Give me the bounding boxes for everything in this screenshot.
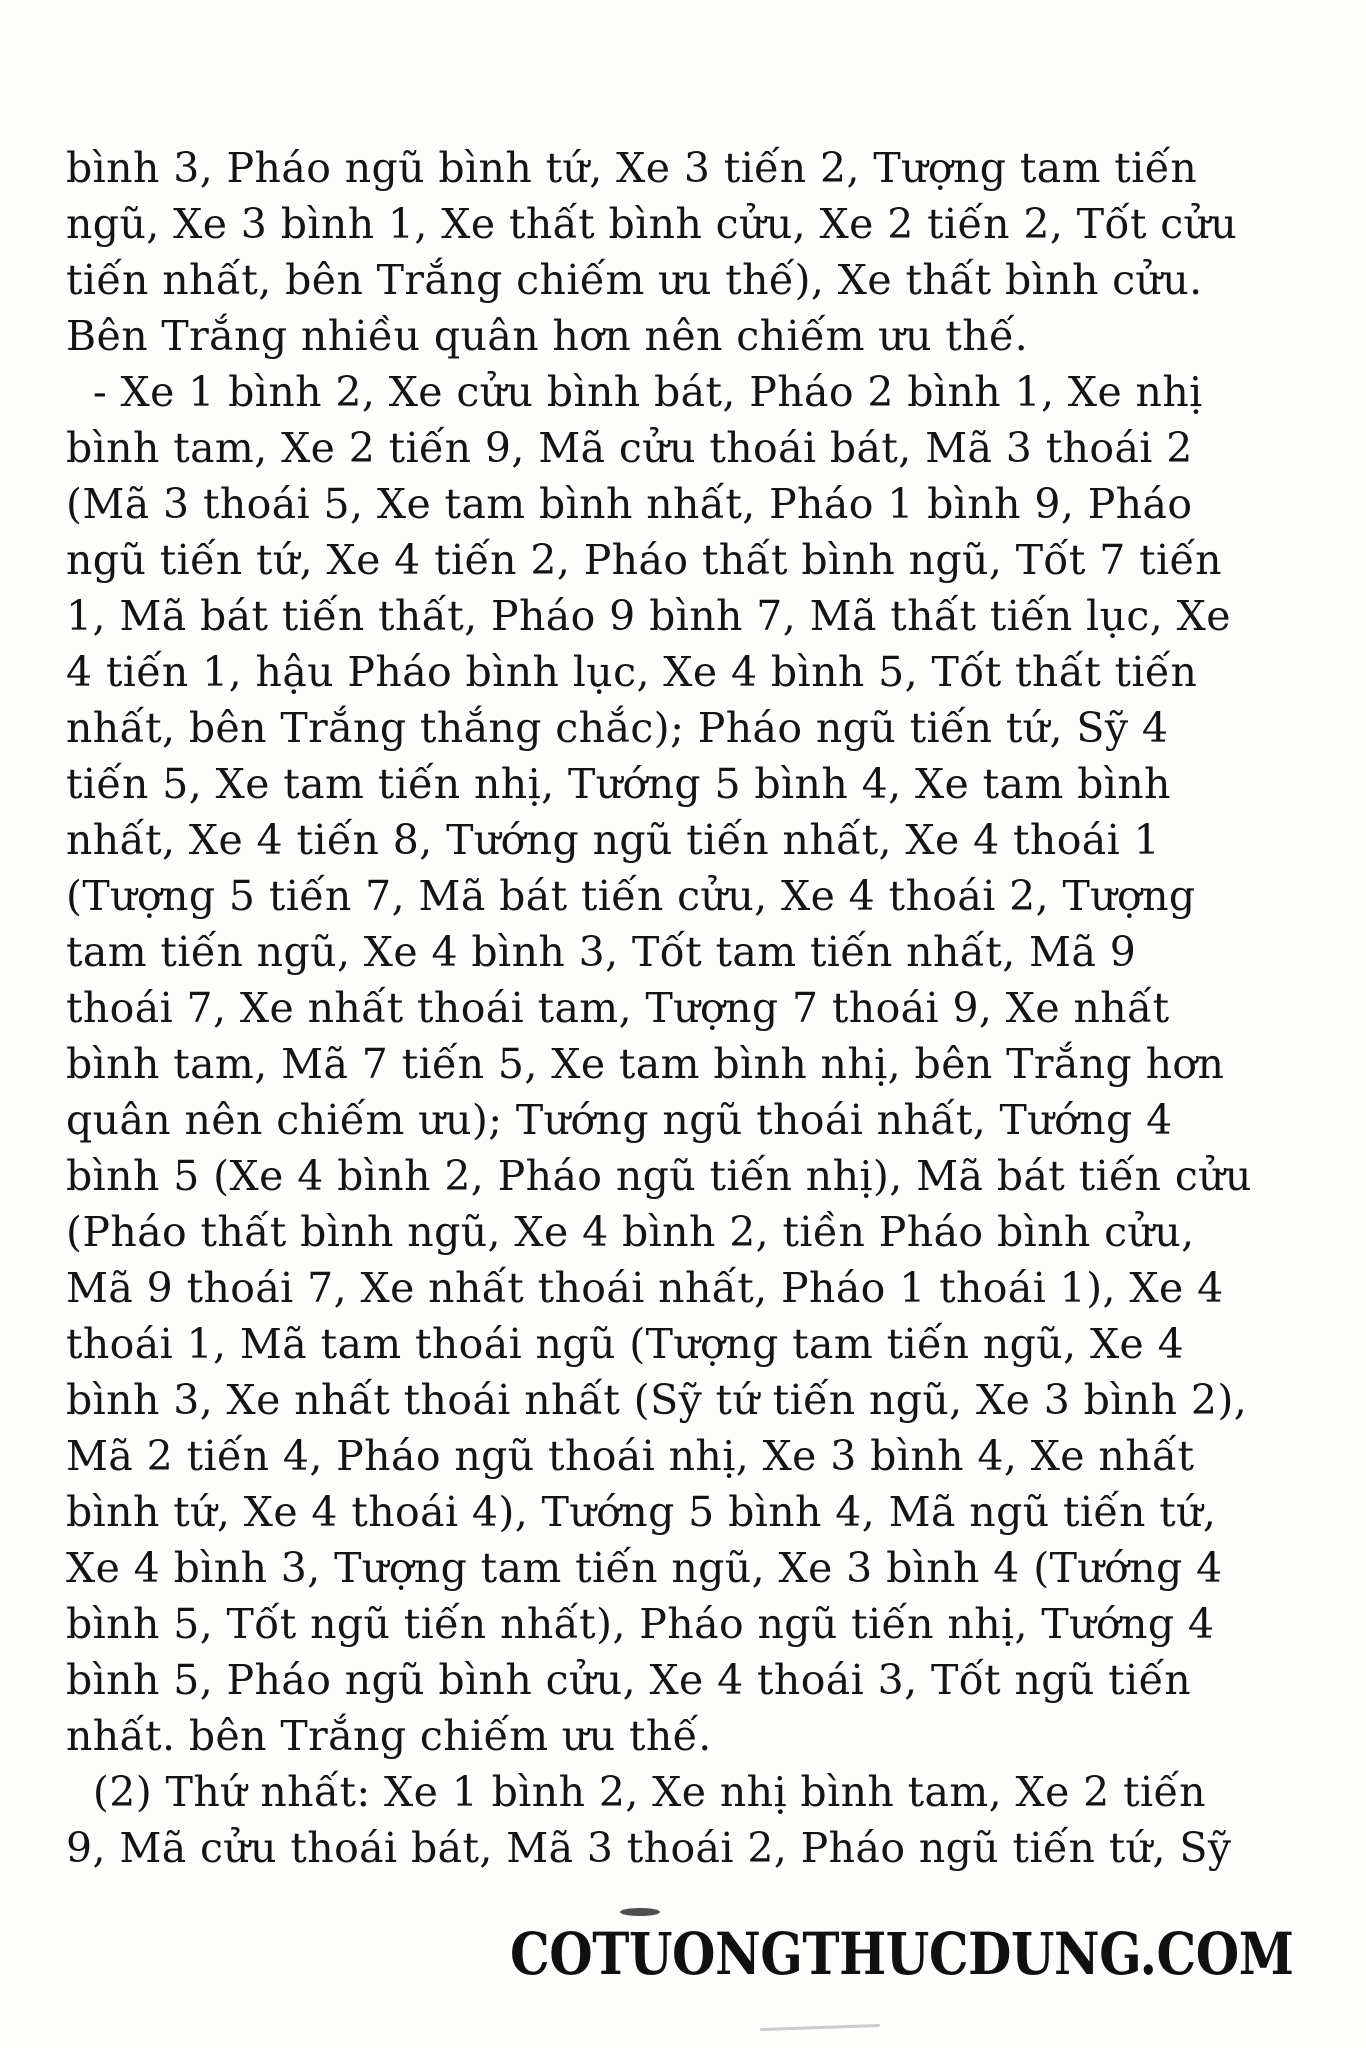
text-line: 1, Mã bát tiến thất, Pháo 9 bình 7, Mã thất tiến lục, Xe	[66, 592, 1231, 640]
text-line: thoái 1, Mã tam thoái ngũ (Tượng tam tiến ngũ, Xe 4	[66, 1320, 1185, 1368]
text-line: (2) Thứ nhất: Xe 1 bình 2, Xe nhị bình tam, Xe 2 tiến	[66, 1768, 1206, 1816]
text-line: nhất, bên Trắng thắng chắc); Pháo ngũ tiến tứ, Sỹ 4	[66, 704, 1169, 752]
text-line: ngũ tiến tứ, Xe 4 tiến 2, Pháo thất bình ngũ, Tốt 7 tiến	[66, 536, 1222, 584]
text-line: bình tam, Mã 7 tiến 5, Xe tam bình nhị, bên Trắng hơn	[66, 1040, 1225, 1088]
text-line: bình 5 (Xe 4 bình 2, Pháo ngũ tiến nhị), Mã bát tiến cửu	[66, 1152, 1252, 1200]
text-line: 4 tiến 1, hậu Pháo bình lục, Xe 4 bình 5, Tốt thất tiến	[66, 648, 1198, 696]
text-line: bình 5, Tốt ngũ tiến nhất), Pháo ngũ tiến nhị, Tướng 4	[66, 1600, 1215, 1648]
text-line: bình 5, Pháo ngũ bình cửu, Xe 4 thoái 3, Tốt ngũ tiến	[66, 1656, 1191, 1704]
text-line: - Xe 1 bình 2, Xe cửu bình bát, Pháo 2 bình 1, Xe nhị	[66, 368, 1203, 416]
text-line: bình 3, Pháo ngũ bình tứ, Xe 3 tiến 2, Tượng tam tiến	[66, 144, 1198, 192]
text-line: nhất, Xe 4 tiến 8, Tướng ngũ tiến nhất, Xe 4 thoái 1	[66, 816, 1161, 864]
body-text	[66, 140, 1266, 1876]
text-line: bình 3, Xe nhất thoái nhất (Sỹ tứ tiến ngũ, Xe 3 bình 2),	[66, 1376, 1248, 1424]
text-line: tiến nhất, bên Trắng chiếm ưu thế), Xe thất bình cửu.	[66, 256, 1203, 304]
scan-artifact	[760, 2024, 880, 2031]
text-line: nhất. bên Trắng chiếm ưu thế.	[66, 1712, 712, 1760]
text-line: (Mã 3 thoái 5, Xe tam bình nhất, Pháo 1 bình 9, Pháo	[66, 480, 1193, 528]
text-line: 9, Mã cửu thoái bát, Mã 3 thoái 2, Pháo ngũ tiến tứ, Sỹ	[66, 1824, 1232, 1872]
text-line: Xe 4 bình 3, Tượng tam tiến ngũ, Xe 3 bình 4 (Tướng 4	[66, 1544, 1223, 1592]
text-line: (Pháo thất bình ngũ, Xe 4 bình 2, tiền Pháo bình cửu,	[66, 1208, 1195, 1256]
text-line: Mã 9 thoái 7, Xe nhất thoái nhất, Pháo 1 thoái 1), Xe 4	[66, 1264, 1224, 1312]
text-line: (Tượng 5 tiến 7, Mã bát tiến cửu, Xe 4 thoái 2, Tượng	[66, 872, 1196, 920]
text-line: quân nên chiếm ưu); Tướng ngũ thoái nhất, Tướng 4	[66, 1096, 1173, 1144]
ink-smudge	[620, 1908, 660, 1916]
text-line: Bên Trắng nhiều quân hơn nên chiếm ưu thế.	[66, 312, 1029, 360]
text-line: Mã 2 tiến 4, Pháo ngũ thoái nhị, Xe 3 bình 4, Xe nhất	[66, 1432, 1195, 1480]
site-footer: COTUONGTHUCDUNG.COM	[510, 1920, 1294, 1988]
text-line: tiến 5, Xe tam tiến nhị, Tướng 5 bình 4, Xe tam bình	[66, 760, 1171, 808]
text-line: tam tiến ngũ, Xe 4 bình 3, Tốt tam tiến nhất, Mã 9	[66, 928, 1137, 976]
text-line: thoái 7, Xe nhất thoái tam, Tượng 7 thoái 9, Xe nhất	[66, 984, 1170, 1032]
text-line: bình tứ, Xe 4 thoái 4), Tướng 5 bình 4, Mã ngũ tiến tứ,	[66, 1488, 1217, 1536]
text-line: ngũ, Xe 3 bình 1, Xe thất bình cửu, Xe 2 tiến 2, Tốt cửu	[66, 200, 1238, 248]
text-line: bình tam, Xe 2 tiến 9, Mã cửu thoái bát, Mã 3 thoái 2	[66, 424, 1193, 472]
